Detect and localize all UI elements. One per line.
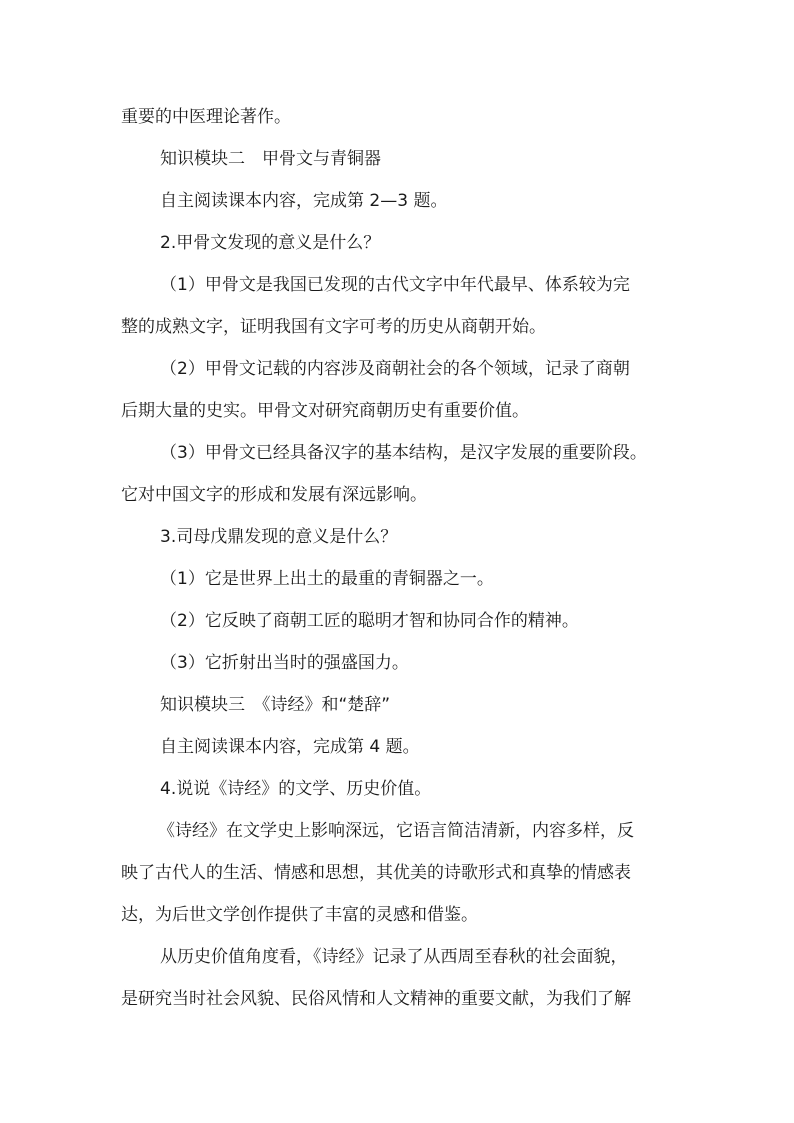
answer-line: （1）它是世界上出土的最重的青铜器之一。 xyxy=(160,569,494,589)
paragraph-line: 重要的中医理论著作。 xyxy=(121,107,291,127)
answer-line: 从历史价值角度看，《诗经》记录了从西周至春秋的社会面貌， xyxy=(160,947,628,967)
section-heading-2: 知识模块二 甲骨文与青铜器 xyxy=(160,149,381,169)
reading-instruction: 自主阅读课本内容，完成第 4 题。 xyxy=(160,737,420,757)
answer-line: 《诗经》在文学史上影响深远，它语言简洁清新，内容多样，反 xyxy=(158,821,634,841)
answer-line: 整的成熟文字，证明我国有文字可考的历史从商朝开始。 xyxy=(121,317,546,337)
answer-line: （2）甲骨文记载的内容涉及商朝社会的各个领域，记录了商朝 xyxy=(160,359,630,379)
answer-line: 映了古代人的生活、情感和思想，其优美的诗歌形式和真挚的情感表 xyxy=(121,863,631,883)
answer-line: 达，为后世文学创作提供了丰富的灵感和借鉴。 xyxy=(121,905,478,925)
question-2: 2.甲骨文发现的意义是什么？ xyxy=(160,233,381,253)
answer-line: （3）甲骨文已经具备汉字的基本结构，是汉字发展的重要阶段。 xyxy=(160,443,647,463)
answer-line: （2）它反映了商朝工匠的聪明才智和协同合作的精神。 xyxy=(160,611,579,631)
reading-instruction: 自主阅读课本内容，完成第 2—3 题。 xyxy=(160,191,448,211)
section-heading-3: 知识模块三 《诗经》和“楚辞” xyxy=(160,695,391,715)
answer-line: 它对中国文字的形成和发展有深远影响。 xyxy=(121,485,427,505)
question-3: 3.司母戊鼎发现的意义是什么？ xyxy=(160,527,398,547)
answer-line: （3）它折射出当时的强盛国力。 xyxy=(160,653,409,673)
answer-line: （1）甲骨文是我国已发现的古代文字中年代最早、体系较为完 xyxy=(160,275,630,295)
answer-line: 是研究当时社会风貌、民俗风情和人文精神的重要文献，为我们了解 xyxy=(121,989,631,1009)
question-4: 4.说说《诗经》的文学、历史价值。 xyxy=(160,779,432,799)
answer-line: 后期大量的史实。甲骨文对研究商朝历史有重要价值。 xyxy=(121,401,529,421)
